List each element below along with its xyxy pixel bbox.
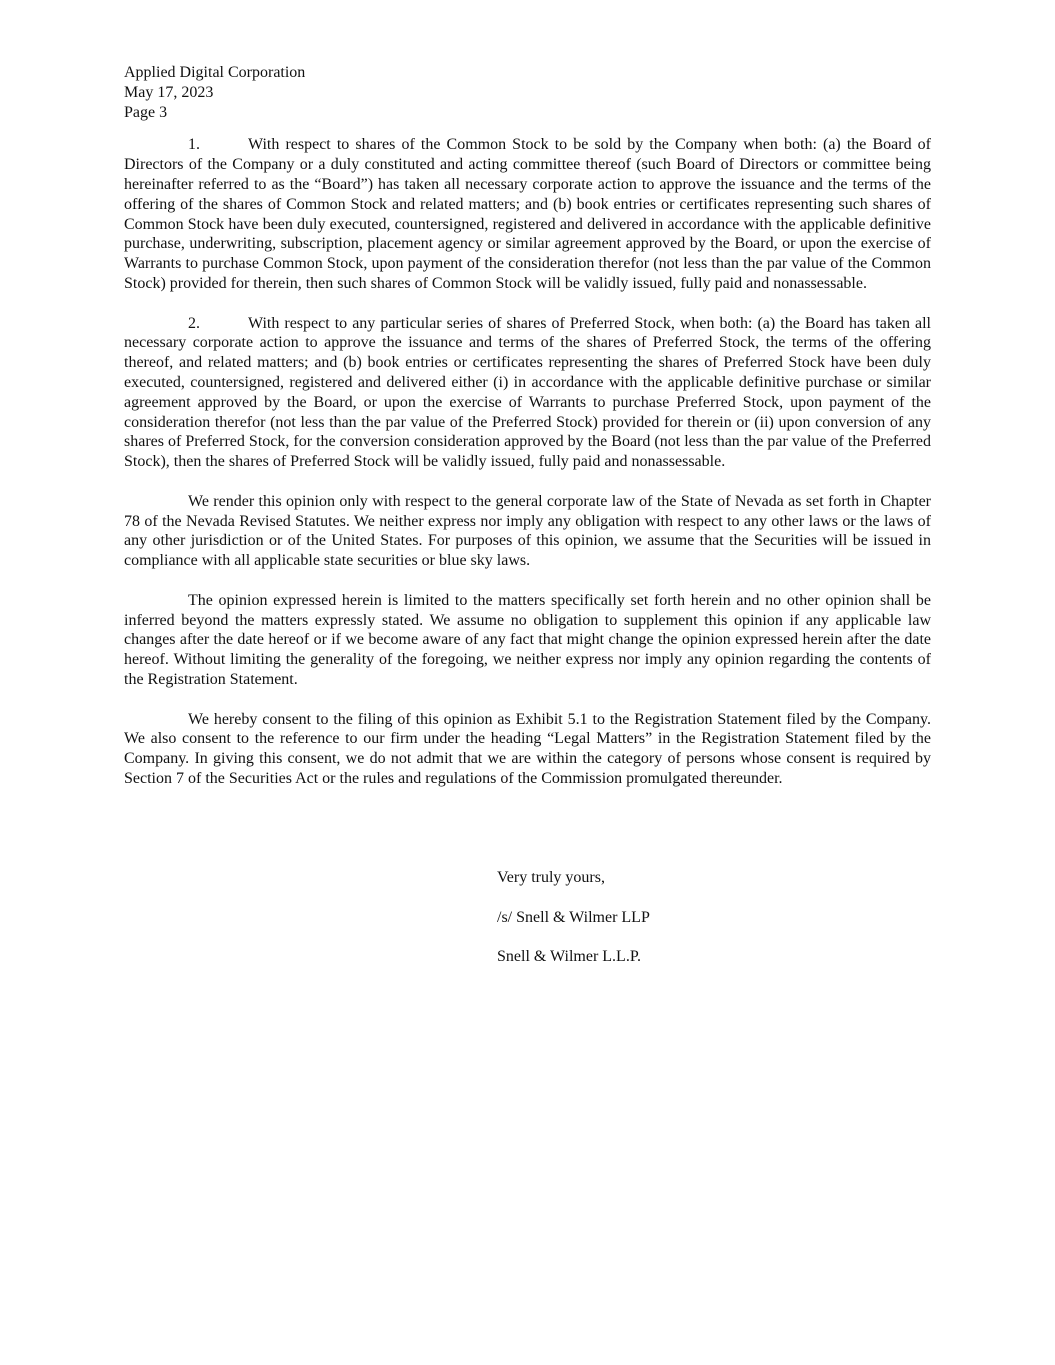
letter-header — [124, 63, 931, 122]
governing-law-paragraph — [124, 492, 931, 571]
limitation-paragraph — [124, 591, 931, 690]
firm-name: Snell & Wilmer L.L.P. — [497, 948, 641, 966]
paragraph-text: The opinion expressed herein is limited to the matters specifically set forth herein and no other opinion shall be inferred beyond the matters expressly stated. We assume no obligation to supplement this opinion if any applicable law changes after the date hereof or if we become aware of any fact that might change the opinion expressed herein after the date hereof. Without limiting the generality of the foregoing, we neither express nor imply any opinion regarding the contents of the Registration Statement. — [124, 591, 931, 688]
signature: /s/ Snell & Wilmer LLP — [497, 908, 650, 926]
paragraph-number: 2. — [188, 314, 200, 332]
consent-paragraph — [124, 710, 931, 789]
paragraph-number: 1. — [188, 136, 200, 154]
paragraph-text: With respect to any particular series of shares of Preferred Stock, when both: (a) the Board has taken all necessary corporate action to approve the issuance and terms of the shares of Preferred Stock, the terms of the offering thereof, and related matters; and (b) book entries or certificates representing the shares of Preferred Stock have been duly executed, countersigned, registered and delivered either (i) in accordance with the applicable definitive purchase or similar agreement approved by the Board, or upon the exercise of Warrants to purchase Preferred Stock, upon payment of the consideration therefor (not less than the par value of the Preferred Stock) provided for therein or (ii) upon conversion of any shares of Preferred Stock, for the conversion consideration approved by the Board (not less than the par value of the Preferred Stock), then the shares of Preferred Stock will be validly issued, fully paid and nonassessable. — [124, 314, 931, 471]
numbered-paragraph-2 — [124, 314, 931, 472]
signature-block — [497, 868, 650, 967]
numbered-paragraph-1 — [124, 135, 931, 293]
addressee: Applied Digital Corporation — [124, 64, 306, 81]
paragraph-text: We hereby consent to the filing of this opinion as Exhibit 5.1 to the Registration Statement filed by the Company. We also consent to the reference to our firm under the heading “Legal Matters” in the Registration Statement filed by the Company. In giving this consent, we do not admit that we are within the category of persons whose consent is required by Section 7 of the Securities Act or the rules and regulations of the Commission promulgated thereunder. — [124, 710, 931, 787]
paragraph-text: With respect to shares of the Common Stock to be sold by the Company when both: (a) the Board of Directors of the Company or a duly constituted and acting committee thereof (such Board of Directors or committee being hereinafter referred to as the “Board”) has taken all necessary corporate action to approve the issuance and the terms of the offering of the shares of Common Stock and related matters; and (b) book entries or certificates representing such shares of Common Stock have been duly executed, countersigned, registered and delivered in accordance with the applicable definitive purchase, underwriting, subscription, placement agency or similar agreement approved by the Board, or upon the exercise of Warrants to purchase Common Stock, upon payment of the consideration therefor (not less than the par value of the Common Stock) provided for therein, then such shares of Common Stock will be validly issued, fully paid and nonassessable. — [124, 136, 931, 292]
document-page — [124, 63, 931, 789]
page-number: Page 3 — [124, 103, 168, 121]
valediction: Very truly yours, — [497, 869, 605, 886]
paragraph-text: We render this opinion only with respect to the general corporate law of the State of Nevada as set forth in Chapter 78 of the Nevada Revised Statutes. We neither express nor imply any obligation with respect to any other laws or the laws of any other jurisdiction or of the United States. For purposes of this opinion, we assume that the Securities will be issued in compliance with all applicable state securities or blue sky laws. — [124, 492, 931, 570]
letter-date: May 17, 2023 — [124, 83, 214, 101]
